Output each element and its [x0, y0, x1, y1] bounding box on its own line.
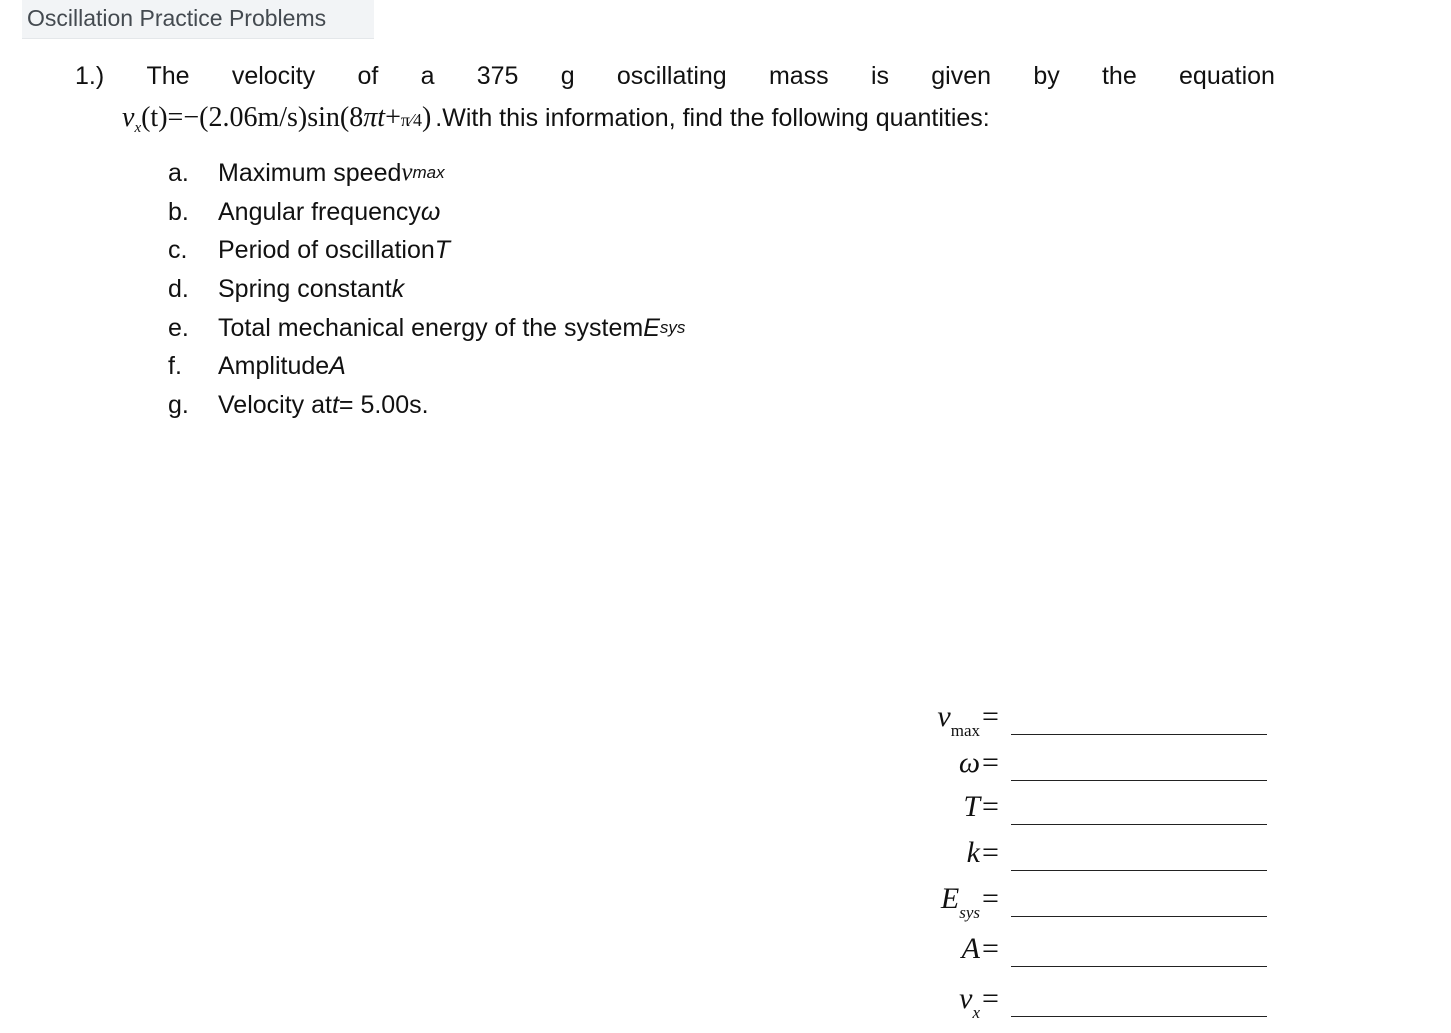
answer-label — [959, 982, 980, 1023]
answer-equals: = — [982, 882, 999, 915]
problem-word: given — [931, 62, 992, 90]
list-item — [168, 347, 685, 386]
list-marker: d. — [168, 274, 189, 303]
problem-statement-line-2 — [122, 102, 990, 148]
list-item-text: Amplitude — [218, 352, 330, 381]
answer-blank-line[interactable] — [1011, 780, 1267, 781]
answer-equals: = — [982, 790, 999, 823]
quantities-list — [168, 154, 685, 425]
problem-word: oscillating — [616, 62, 727, 90]
list-marker: a. — [168, 158, 189, 187]
answer-row-spring-constant — [900, 836, 1270, 880]
list-item-text: Angular frequency — [218, 197, 421, 226]
list-item-symbol: E — [643, 313, 660, 342]
list-marker: e. — [168, 313, 189, 342]
problem-instruction: .With this information, find the following quantities: — [435, 104, 990, 132]
answer-blank-line[interactable] — [1011, 966, 1267, 967]
problem-word: The — [146, 62, 190, 90]
answer-row-velocity — [900, 982, 1270, 1026]
list-marker: b. — [168, 197, 189, 226]
answer-row-period — [900, 790, 1270, 834]
answer-label — [962, 932, 980, 966]
list-item — [168, 154, 685, 193]
eq-t: t — [377, 102, 386, 133]
answer-label — [959, 746, 980, 780]
answer-blank-line[interactable] — [1011, 824, 1267, 825]
answer-subscript: x — [972, 1003, 980, 1022]
list-item-text: Spring constant — [218, 274, 392, 303]
list-item-symbol: A — [329, 352, 346, 381]
answer-row-amplitude — [900, 932, 1270, 976]
answer-symbol: ω — [958, 746, 980, 779]
list-marker: g. — [168, 390, 189, 419]
header-title: Oscillation Practice Problems — [27, 5, 327, 31]
eq-arg: (t) — [141, 102, 168, 133]
list-item-text: Period of oscillation — [218, 236, 435, 265]
answer-row-energy — [900, 882, 1270, 926]
answer-symbol: k — [966, 836, 980, 869]
eq-velocity-sub: x — [134, 120, 142, 136]
list-item-subscript: max — [412, 163, 445, 183]
eq-fraction: π⁄4 — [400, 110, 422, 130]
list-marker: f. — [168, 352, 182, 381]
list-item — [168, 231, 685, 270]
answer-row-omega — [900, 746, 1270, 790]
answer-equals: = — [982, 982, 999, 1015]
problem-word: g — [560, 62, 575, 90]
problem-word: 375 — [476, 62, 519, 90]
problem-word: mass — [768, 62, 829, 90]
answer-symbol: E — [940, 882, 960, 915]
list-item — [168, 193, 685, 232]
answer-label — [937, 700, 980, 741]
problem-word: the — [1101, 62, 1137, 90]
answer-label — [967, 836, 980, 870]
list-item-text-after: = 5.00s. — [338, 390, 429, 419]
problem-word: velocity — [231, 62, 316, 90]
document-header — [22, 0, 374, 39]
answer-equals: = — [982, 700, 999, 733]
list-item — [168, 270, 685, 309]
list-item-symbol: ω — [420, 197, 441, 226]
list-item — [168, 386, 685, 425]
answer-subscript: max — [950, 721, 980, 740]
eq-pi: π — [363, 102, 378, 133]
problem-word: equation — [1179, 62, 1275, 90]
answer-blank-line[interactable] — [1011, 916, 1267, 917]
list-item — [168, 309, 685, 348]
eq-equals: = — [167, 102, 184, 133]
answer-symbol: T — [963, 790, 980, 823]
answer-blank-line[interactable] — [1011, 734, 1267, 735]
problem-statement-line-1 — [75, 62, 1275, 98]
answer-blank-line[interactable] — [1011, 1016, 1267, 1017]
answer-equals: = — [982, 836, 999, 869]
answer-symbol: v — [937, 700, 951, 733]
problem-word: of — [357, 62, 379, 90]
answer-row-vmax — [900, 700, 1270, 744]
list-item-symbol: v — [401, 159, 413, 187]
list-item-symbol: T — [434, 236, 451, 265]
list-item-symbol: k — [391, 274, 405, 303]
answer-symbol: v — [959, 982, 973, 1015]
eq-plus: + — [385, 102, 401, 133]
list-item-text: Total mechanical energy of the system — [218, 313, 644, 342]
answer-equals: = — [982, 746, 999, 779]
list-item-text: Velocity at — [218, 390, 332, 419]
problem-number: 1.) — [75, 62, 105, 90]
velocity-equation — [122, 102, 431, 137]
answer-symbol: A — [961, 932, 980, 965]
eq-rhs-prefix: −(2.06m/s)sin(8 — [183, 102, 364, 133]
eq-velocity-var: v — [122, 102, 135, 133]
answer-label — [963, 790, 980, 824]
problem-word: a — [420, 62, 435, 90]
answer-subscript: sys — [959, 903, 980, 922]
answer-label — [941, 882, 980, 923]
eq-close: ) — [421, 102, 432, 133]
problem-word: by — [1033, 62, 1060, 90]
list-item-text: Maximum speed — [218, 158, 402, 187]
answer-equals: = — [982, 932, 999, 965]
list-item-subscript: sys — [659, 318, 686, 338]
list-marker: c. — [168, 236, 188, 265]
problem-word: is — [870, 62, 890, 90]
answer-blank-line[interactable] — [1011, 870, 1267, 871]
list-item-symbol: t — [331, 390, 339, 419]
